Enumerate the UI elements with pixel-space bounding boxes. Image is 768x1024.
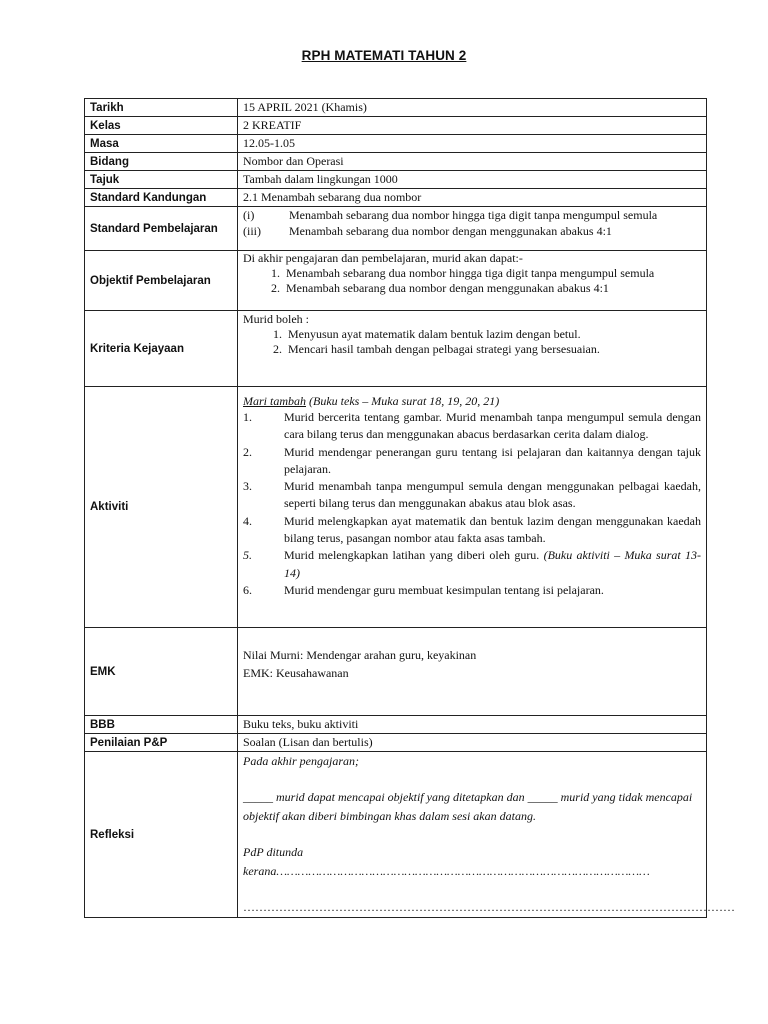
value-penilaian: Soalan (Lisan dan bertulis) [238, 734, 707, 752]
aktiviti-list [243, 409, 701, 599]
list-text: Murid mendengar penerangan guru tentang isi pelajaran dan kaitannya dengan tajuk pelajaran. [284, 444, 701, 476]
objektif-list [243, 266, 701, 296]
value-tarikh: 15 APRIL 2021 (Khamis) [238, 99, 707, 117]
aktiviti-item-reference: (Buku aktiviti – Muka surat 13-14) [284, 548, 702, 580]
list-number: 2. [243, 444, 252, 459]
list-text: Menambah sebarang dua nombor hingga tiga digit tanpa mengumpul semula [286, 266, 655, 280]
list-number: (iii) [243, 224, 261, 238]
row-standard-kandungan [85, 189, 707, 207]
list-item [243, 582, 701, 599]
list-item [243, 327, 701, 342]
value-masa: 12.05-1.05 [238, 135, 707, 153]
value-objektif [238, 251, 707, 311]
row-bbb [85, 716, 707, 734]
list-text: Menambah sebarang dua nombor hingga tiga digit tanpa mengumpul semula [289, 208, 658, 222]
aktiviti-heading [243, 393, 701, 409]
list-text: Murid bercerita tentang gambar. Murid menambah tanpa mengumpul semula dengan cara bilang terus dan menggunakan abacus berdasarkan cerita dalam dialog. [284, 410, 701, 442]
row-standard-pembelajaran [85, 207, 707, 251]
list-item [243, 409, 701, 444]
label-bbb: BBB [85, 716, 238, 734]
kriteria-intro: Murid boleh : [243, 312, 309, 326]
refleksi-objective: _____ murid dapat mencapai objektif yang ditetapkan dan _____ murid yang tidak mencapai objektif akan diberi bimbingan khas dalam sesi akan datang. [243, 790, 693, 823]
list-number: (i) [243, 208, 255, 222]
list-item [243, 478, 701, 513]
row-refleksi [85, 752, 707, 918]
list-text: Menambah sebarang dua nombor dengan menggunakan abakus 4:1 [289, 224, 612, 238]
value-kriteria [238, 311, 707, 387]
kriteria-list [243, 327, 701, 357]
emk-keusahawanan: EMK: Keusahawanan [243, 666, 349, 680]
row-tajuk [85, 171, 707, 189]
label-aktiviti: Aktiviti [85, 387, 238, 628]
list-text [284, 547, 701, 582]
label-objektif: Objektif Pembelajaran [85, 251, 238, 311]
row-penilaian [85, 734, 707, 752]
objektif-intro: Di akhir pengajaran dan pembelajaran, murid akan dapat:- [243, 251, 523, 265]
aktiviti-item-text: Murid melengkapkan latihan yang diberi oleh guru. [284, 548, 540, 563]
list-text: Murid mendengar guru membuat kesimpulan tentang isi pelajaran. [284, 582, 604, 597]
label-standard-kandungan: Standard Kandungan [85, 189, 238, 207]
list-item [243, 223, 701, 239]
list-text: Murid menambah tanpa mengumpul semula dengan menggunakan pelbagai kaedah, seperti bilang terus dan menggunakan abakus atau blok asas. [284, 479, 701, 511]
list-number: 2. [271, 281, 280, 295]
label-emk: EMK [85, 628, 238, 716]
value-refleksi [238, 752, 735, 918]
refleksi-dotted-line: …………………………………………………………………………………………………………… [243, 900, 735, 914]
value-standard-kandungan: 2.1 Menambah sebarang dua nombor [238, 189, 707, 207]
row-objektif [85, 251, 707, 311]
lesson-plan-table [84, 98, 735, 918]
list-number: 1. [243, 410, 252, 424]
value-standard-pembelajaran [238, 207, 707, 251]
row-tarikh [85, 99, 707, 117]
label-kriteria: Kriteria Kejayaan [85, 311, 238, 387]
value-bbb: Buku teks, buku aktiviti [238, 716, 707, 734]
list-text: Mencari hasil tambah dengan pelbagai strategi yang bersesuaian. [288, 342, 600, 356]
aktiviti-title: Mari tambah [243, 394, 306, 408]
list-number: 4. [243, 513, 252, 528]
label-masa: Masa [85, 135, 238, 153]
label-standard-pembelajaran: Standard Pembelajaran [85, 207, 238, 251]
value-aktiviti [238, 387, 707, 628]
list-text: Menambah sebarang dua nombor dengan menggunakan abakus 4:1 [286, 281, 609, 295]
emk-nilai-murni: Nilai Murni: Mendengar arahan guru, keyakinan [243, 648, 477, 662]
refleksi-postponed: PdP ditunda kerana…………………………………………………………………………………………… [243, 845, 650, 878]
label-penilaian: Penilaian P&P [85, 734, 238, 752]
row-bidang [85, 153, 707, 171]
page-title: RPH MATEMATI TAHUN 2 [301, 48, 467, 63]
list-text: Menyusun ayat matematik dalam bentuk lazim dengan betul. [288, 327, 581, 341]
list-item [243, 266, 701, 281]
list-item [243, 444, 701, 479]
list-item [243, 513, 701, 548]
value-kelas: 2 KREATIF [238, 117, 707, 135]
refleksi-intro: Pada akhir pengajaran; [243, 754, 359, 768]
list-number: 1. [271, 266, 280, 280]
row-emk [85, 628, 707, 716]
label-tajuk: Tajuk [85, 171, 238, 189]
row-masa [85, 135, 707, 153]
list-item [243, 207, 701, 223]
label-tarikh: Tarikh [85, 99, 238, 117]
list-number: 5. [243, 548, 252, 563]
value-emk [238, 628, 707, 716]
label-kelas: Kelas [85, 117, 238, 135]
aktiviti-reference: (Buku teks – Muka surat 18, 19, 20, 21) [309, 394, 500, 408]
list-item [243, 281, 701, 296]
value-tajuk: Tambah dalam lingkungan 1000 [238, 171, 707, 189]
list-number: 6. [243, 582, 252, 597]
list-item [243, 342, 701, 357]
row-kriteria [85, 311, 707, 387]
row-aktiviti [85, 387, 707, 628]
list-number: 1. [273, 327, 282, 341]
value-bidang: Nombor dan Operasi [238, 153, 707, 171]
list-number: 2. [273, 342, 282, 356]
list-item [243, 547, 701, 582]
row-kelas [85, 117, 707, 135]
list-text: Murid melengkapkan ayat matematik dan bentuk lazim dengan menggunakan kaedah bilang terus, pasangan nombor atau fakta asas tambah. [284, 513, 701, 546]
label-bidang: Bidang [85, 153, 238, 171]
list-number: 3. [243, 479, 252, 494]
label-refleksi: Refleksi [85, 752, 238, 918]
